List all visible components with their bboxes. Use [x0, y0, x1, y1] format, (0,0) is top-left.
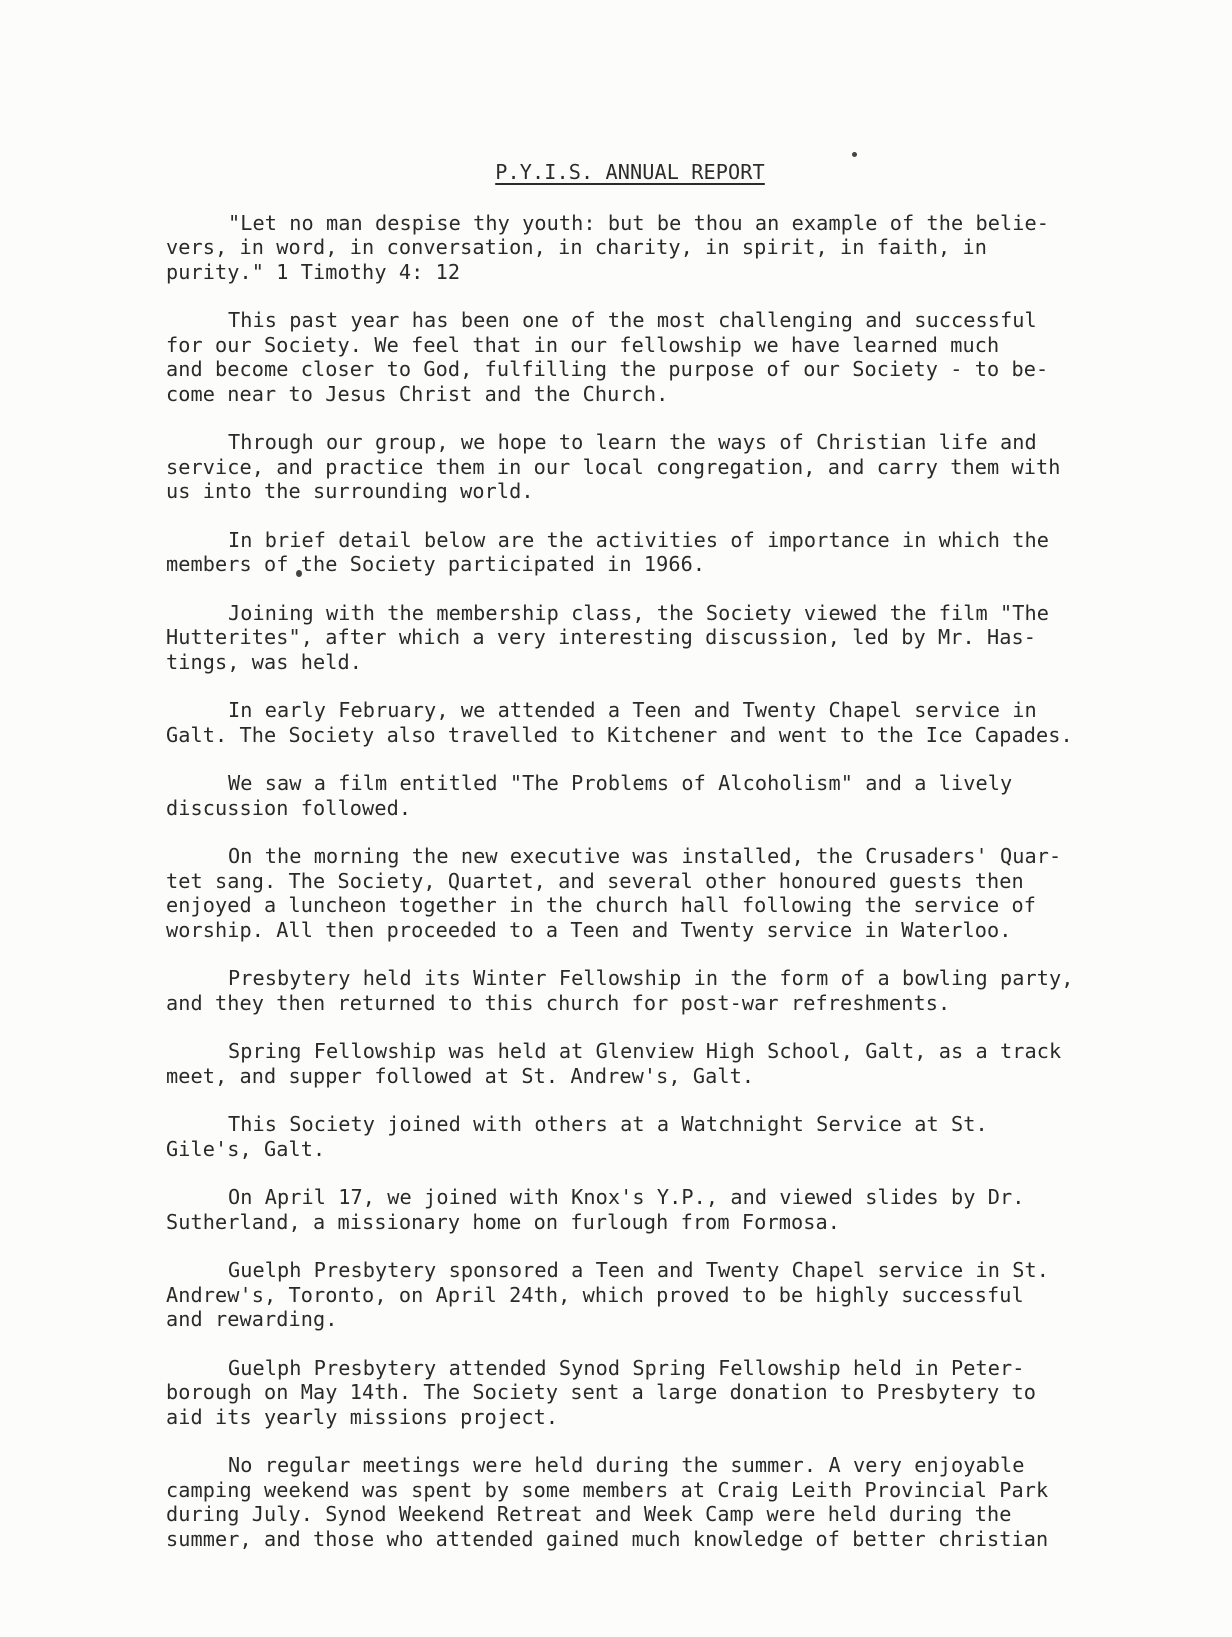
- text-line: discussion followed.: [166, 795, 412, 820]
- text-line: In brief detail below are the activities of importance in which the: [228, 527, 1050, 552]
- text-line: tet sang. The Society, Quartet, and several other honoured guests then: [166, 868, 1024, 893]
- paragraph: [166, 844, 1086, 942]
- report-body: [166, 160, 1086, 1575]
- paragraph-list: [166, 211, 1086, 1552]
- text-line: and they then returned to this church for post-war refreshments.: [166, 990, 951, 1015]
- paragraph: [166, 1258, 1086, 1332]
- paragraph: [166, 1453, 1086, 1551]
- text-line: Sutherland, a missionary home on furlough from Formosa.: [166, 1209, 840, 1234]
- text-line: "Let no man despise thy youth: but be thou an example of the belie-: [228, 210, 1050, 235]
- text-line: service, and practice them in our local congregation, and carry them with: [166, 454, 1061, 479]
- text-line: We saw a film entitled "The Problems of Alcoholism" and a lively: [228, 771, 1013, 795]
- text-line: tings, was held.: [166, 649, 363, 674]
- text-line: Presbytery held its Winter Fellowship in the form of a bowling party,: [228, 966, 1074, 990]
- text-line: Gile's, Galt.: [166, 1136, 326, 1161]
- text-line: Guelph Presbytery sponsored a Teen and Twenty Chapel service in St.: [228, 1258, 1050, 1282]
- text-line: camping weekend was spent by some members at Craig Leith Provincial Park: [166, 1477, 1049, 1502]
- text-line: This Society joined with others at a Watchnight Service at St.: [228, 1112, 988, 1136]
- text-line: us into the surrounding world.: [166, 479, 534, 503]
- paragraph: [166, 1112, 1086, 1161]
- text-line: aid its yearly missions project.: [166, 1404, 559, 1429]
- text-line: Spring Fellowship was held at Glenview High School, Galt, as a track: [228, 1039, 1062, 1063]
- text-line: come near to Jesus Christ and the Church.: [166, 381, 669, 406]
- text-line: No regular meetings were held during the summer. A very enjoyable: [228, 1453, 1025, 1477]
- text-line: This past year has been one of the most challenging and successful: [228, 308, 1037, 332]
- paragraph: [166, 211, 1086, 285]
- paragraph: [166, 308, 1086, 406]
- text-line: Andrew's, Toronto, on April 24th, which proved to be highly successful: [166, 1282, 1024, 1307]
- ink-speck: [852, 152, 857, 157]
- text-line: borough on May 14th. The Society sent a large donation to Presbytery to: [166, 1380, 1037, 1404]
- text-line: summer, and those who attended gained much knowledge of better christian: [166, 1526, 1049, 1551]
- paragraph: [166, 601, 1086, 675]
- text-line: purity." 1 Timothy 4: 12: [166, 259, 461, 284]
- text-line: for our Society. We feel that in our fellowship we have learned much: [166, 332, 1000, 357]
- text-line: Hutterites", after which a very interesting discussion, led by Mr. Has-: [166, 625, 1037, 649]
- text-line: during July. Synod Weekend Retreat and Week Camp were held during the: [166, 1502, 1012, 1526]
- paragraph: [166, 966, 1086, 1015]
- text-line: Joining with the membership class, the Society viewed the film "The: [228, 600, 1050, 625]
- text-line: Galt. The Society also travelled to Kitchener and went to the Ice Capades.: [166, 722, 1073, 747]
- text-line: On April 17, we joined with Knox's Y.P., and viewed slides by Dr.: [228, 1185, 1025, 1209]
- text-line: Through our group, we hope to learn the ways of Christian life and: [228, 430, 1037, 454]
- text-line: worship. All then proceeded to a Teen and Twenty service in Waterloo.: [166, 917, 1012, 942]
- text-line: members of the Society participated in 1966.: [166, 552, 706, 576]
- text-line: meet, and supper followed at St. Andrew's, Galt.: [166, 1063, 755, 1088]
- text-line: and become closer to God, fulfilling the purpose of our Society - to be-: [166, 357, 1049, 381]
- text-line: In early February, we attended a Teen and Twenty Chapel service in: [228, 698, 1037, 722]
- paragraph: [166, 1185, 1086, 1234]
- paragraph: [166, 1039, 1086, 1088]
- report-title: P.Y.I.S. ANNUAL REPORT: [495, 160, 765, 184]
- text-line: Guelph Presbytery attended Synod Spring Fellowship held in Peter-: [228, 1355, 1025, 1380]
- paragraph: [166, 430, 1086, 504]
- paragraph: [166, 771, 1086, 820]
- paragraph: [166, 528, 1086, 577]
- text-line: enjoyed a luncheon together in the church hall following the service of: [166, 893, 1037, 917]
- text-line: vers, in word, in conversation, in charity, in spirit, in faith, in: [166, 235, 988, 259]
- text-line: and rewarding.: [166, 1307, 338, 1331]
- text-line: On the morning the new executive was installed, the Crusaders' Quar-: [228, 844, 1062, 868]
- paragraph: [166, 698, 1086, 747]
- paragraph: [166, 1356, 1086, 1430]
